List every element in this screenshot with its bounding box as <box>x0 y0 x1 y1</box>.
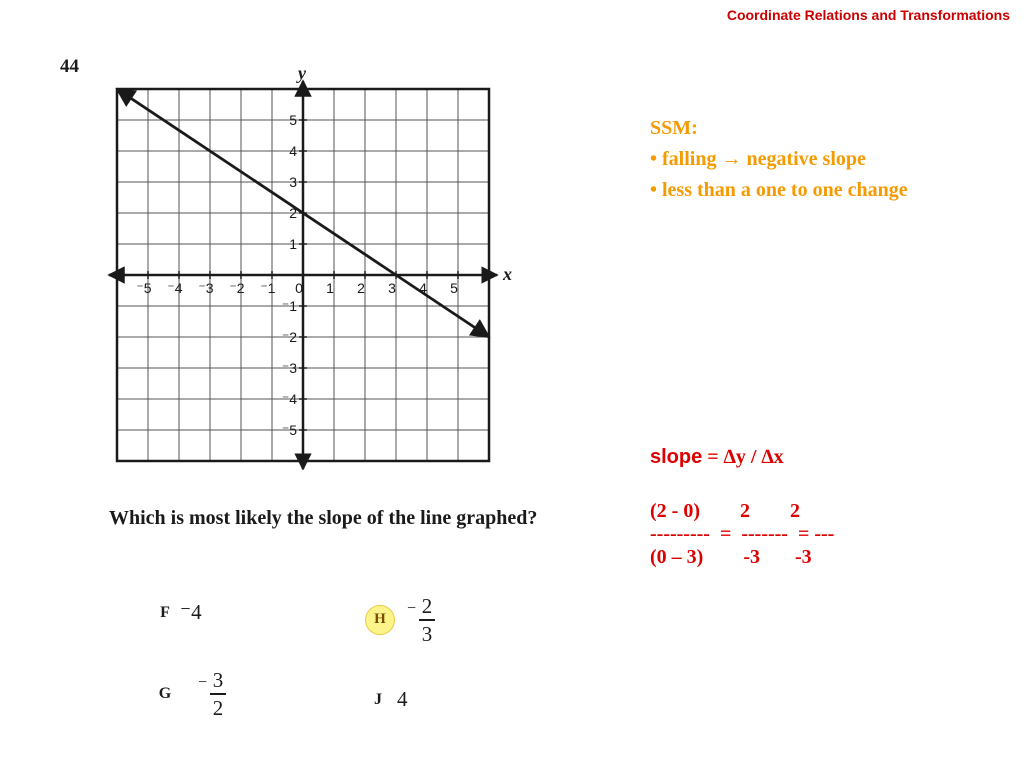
ssm-bullet-2-text: less than a one to one change <box>662 179 908 201</box>
x-tick-label: 0 <box>295 280 303 296</box>
choice-g-fraction <box>198 668 226 720</box>
y-tick-label: 5 <box>289 112 297 128</box>
x-tick-label: ⁻5 <box>136 280 152 296</box>
slope-formula <box>650 446 784 469</box>
coordinate-plane-chart <box>100 60 520 470</box>
choice-h-highlight <box>365 605 395 635</box>
question-number: 44 <box>60 56 79 77</box>
choice-h-numerator: 2 <box>421 594 433 618</box>
choice-h-fraction <box>407 594 435 646</box>
x-tick-label: 5 <box>450 280 458 296</box>
choice-f-letter: F <box>160 603 170 621</box>
y-axis-name: y <box>298 63 306 83</box>
x-tick-label: 3 <box>388 280 396 296</box>
ssm-bullet-1-after: negative slope <box>741 148 866 170</box>
choice-h-letter: H <box>374 611 386 628</box>
fraction-bar <box>419 619 435 621</box>
x-tick-label: 1 <box>326 280 334 296</box>
choice-f-value: ⁻4 <box>180 600 202 624</box>
slope-word: slope <box>650 446 703 468</box>
ssm-bullet-1-before: falling <box>662 148 722 170</box>
y-tick-label: ⁻3 <box>281 360 297 376</box>
ssm-bullet-change <box>650 175 908 206</box>
choice-h-sign: − <box>407 599 417 617</box>
y-tick-label: ⁻4 <box>281 391 297 407</box>
y-tick-label: 1 <box>289 236 297 252</box>
x-tick-label: ⁻4 <box>167 280 183 296</box>
right-arrow-icon: → <box>721 148 742 170</box>
slope-definition: = ∆y / ∆x <box>702 446 784 468</box>
y-tick-label: 3 <box>289 174 297 190</box>
choice-g-numerator: 3 <box>212 668 224 692</box>
x-tick-label: ⁻1 <box>260 280 276 296</box>
y-tick-label: ⁻2 <box>281 329 297 345</box>
choice-j[interactable] <box>363 687 408 712</box>
bullet-icon: • <box>650 179 658 201</box>
y-tick-label: ⁻1 <box>281 298 297 314</box>
x-tick-label: ⁻3 <box>198 280 214 296</box>
ssm-bullet-falling <box>650 144 908 175</box>
x-tick-label: 4 <box>419 280 427 296</box>
x-tick-label: 2 <box>357 280 365 296</box>
ssm-title: SSM: <box>650 117 698 139</box>
choice-j-value: 4 <box>397 687 408 711</box>
bullet-icon: • <box>650 148 658 170</box>
question-text: Which is most likely the slope of the line graphed? <box>109 507 538 529</box>
choice-f[interactable] <box>150 600 202 625</box>
fraction-bar <box>210 693 226 695</box>
choice-g-sign: − <box>198 673 208 691</box>
x-tick-label: ⁻2 <box>229 280 245 296</box>
ssm-notes <box>650 113 908 206</box>
choice-g[interactable] <box>150 668 226 720</box>
slope-calculation: (2 - 0) 2 2 --------- = ------- = --- (0 – 3) -3 -3 <box>650 500 835 568</box>
choice-h-denominator: 3 <box>421 621 433 646</box>
y-tick-label: 4 <box>289 143 297 159</box>
y-tick-label: 2 <box>289 205 297 221</box>
y-tick-label: ⁻5 <box>281 422 297 438</box>
choice-j-letter: J <box>374 690 382 708</box>
choice-g-denominator: 2 <box>212 695 224 720</box>
choice-g-letter: G <box>158 684 172 702</box>
x-axis-name: x <box>503 264 512 284</box>
choice-h[interactable] <box>365 594 435 646</box>
header-title: Coordinate Relations and Transformations <box>726 7 1010 23</box>
